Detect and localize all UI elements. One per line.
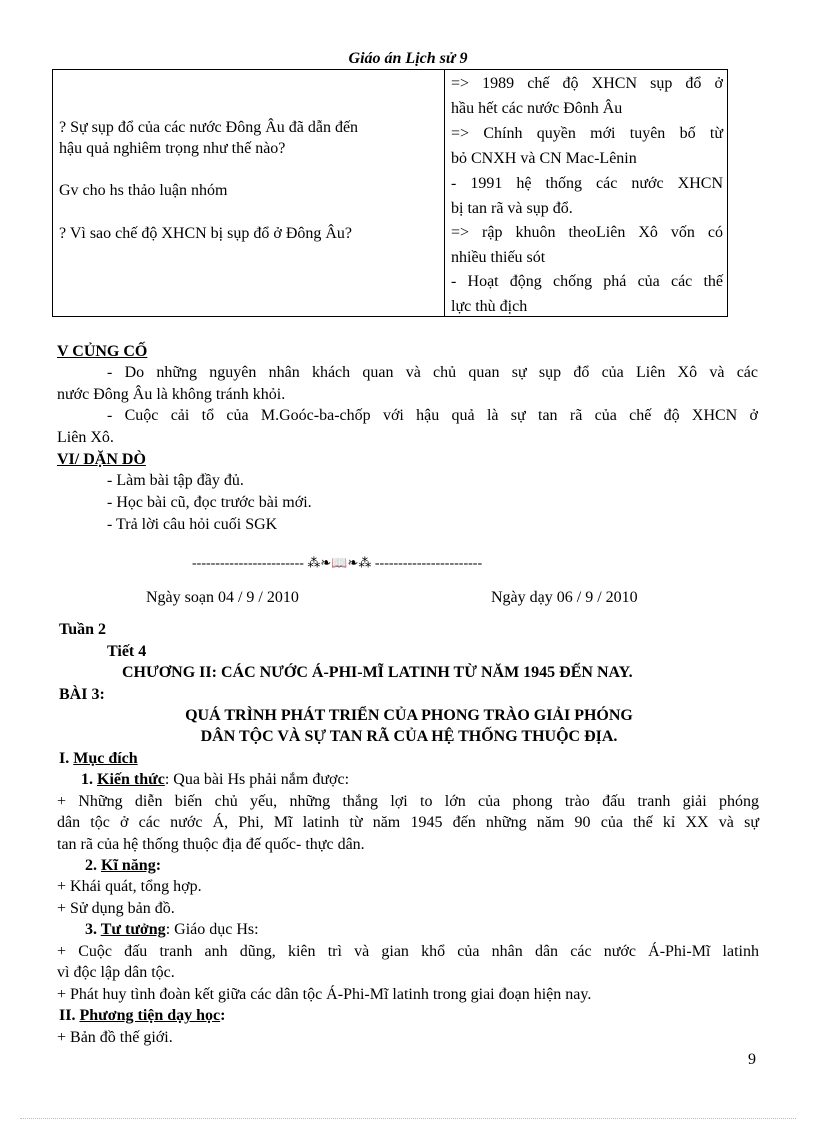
ideology-label: Tư tưởng: [100, 921, 166, 938]
section-5-paragraph-1-cont: nước Đông Âu là không tránh khỏi.: [57, 386, 286, 403]
section-5-paragraph-2-cont: Liên Xô.: [57, 429, 114, 446]
answer-line: bị tan rã và sụp đổ.: [451, 200, 573, 217]
lesson-number: BÀI 3:: [59, 686, 105, 703]
ideology-heading: [85, 919, 787, 940]
homework-item: - Học bài cũ, đọc trước bài mới.: [107, 494, 312, 511]
section-6-heading: VI/ DẶN DÒ: [57, 451, 146, 468]
period-label: Tiết 4: [107, 643, 147, 660]
means-item: + Bản đồ thế giới.: [57, 1029, 173, 1046]
week-label: Tuần 2: [59, 621, 106, 638]
ornament-icon: ⁂❧📖❧⁂: [307, 556, 372, 571]
skills-heading: [85, 855, 787, 876]
answer-line: => rập khuôn theoLiên Xô vốn có: [451, 224, 723, 241]
ideology-intro: : Giáo dục Hs:: [165, 921, 259, 938]
means-heading: [59, 1005, 761, 1026]
date-taught: Ngày dạy 06 / 9 / 2010: [491, 589, 638, 606]
homework-item: - Làm bài tập đầy đủ.: [107, 472, 244, 489]
knowledge-label: Kiến thức: [97, 771, 165, 788]
section-5-paragraph-1: - Do những nguyên nhân khách quan và chủ quan sự sụp đổ của Liên Xô và các: [107, 364, 758, 381]
answer-line: - 1991 hệ thống các nước XHCN: [451, 175, 723, 192]
skills-colon: :: [155, 857, 162, 874]
answer-line: lực thù địch: [451, 298, 528, 315]
knowledge-paragraph: + Những diễn biến chủ yếu, những thắng lợi to lớn của phong trào đấu tranh giải phóng: [57, 793, 759, 810]
means-heading-colon: :: [220, 1007, 226, 1024]
homework-item: - Trả lời câu hỏi cuối SGK: [107, 516, 278, 533]
skills-number: 2.: [85, 857, 101, 874]
answer-line: => 1989 chế độ XHCN sụp đổ ở: [451, 75, 723, 92]
lesson-title-line-2: DÂN TỘC VÀ SỰ TAN RÃ CỦA HỆ THỐNG THUỘC ĐỊA.: [200, 728, 618, 745]
skills-item: + Sử dụng bản đồ.: [57, 900, 175, 917]
section-5-heading: V CỦNG CỐ: [57, 343, 148, 360]
means-heading-number: II.: [59, 1007, 80, 1024]
ideology-paragraph-1: + Cuộc đấu tranh anh dũng, kiên trì và gian khổ của nhân dân các nước Á-Phi-Mĩ latinh: [57, 943, 759, 960]
answer-line: - Hoạt động chống phá của các thế: [451, 273, 723, 290]
knowledge-number: 1.: [81, 771, 97, 788]
section-divider: [192, 556, 482, 572]
divider-dashes-left: ------------------------: [192, 556, 304, 571]
knowledge-heading: [81, 769, 783, 790]
answer-line: => Chính quyền mới tuyên bố từ: [451, 125, 723, 142]
section-5-paragraph-2: - Cuộc cải tổ của M.Goóc-ba-chốp với hậu quả là sự tan rã của chế độ XHCN ở: [107, 407, 758, 424]
objectives-heading-text: Mục đích: [73, 750, 138, 767]
skills-label: Kĩ năng: [101, 857, 156, 874]
answer-line: nhiều thiếu sót: [451, 249, 546, 266]
page-number: 9: [748, 1051, 756, 1068]
knowledge-intro: : Qua bài Hs phải nắm được:: [164, 771, 350, 788]
group-discussion-note: Gv cho hs thảo luận nhóm: [59, 182, 228, 199]
document-header: Giáo án Lịch sử 9: [348, 50, 468, 67]
objectives-heading-number: I.: [59, 750, 74, 767]
answer-line: bỏ CNXH và CN Mac-Lênin: [451, 150, 637, 167]
divider-dashes-right: -----------------------: [374, 556, 483, 571]
objectives-heading: [59, 748, 761, 769]
ideology-paragraph-2: + Phát huy tình đoàn kết giữa các dân tộc Á-Phi-Mĩ latinh trong giai đoạn hiện nay.: [57, 986, 592, 1003]
skills-item: + Khái quát, tổng hợp.: [57, 878, 202, 895]
chapter-title: CHƯƠNG II: CÁC NƯỚC Á-PHI-MĨ LATINH TỪ NĂM 1945 ĐẾN NAY.: [122, 664, 633, 681]
question-2: ? Vì sao chế độ XHCN bị sụp đổ ở Đông Âu?: [59, 225, 353, 242]
date-prepared: Ngày soạn 04 / 9 / 2010: [146, 589, 299, 606]
lesson-title-line-1: QUÁ TRÌNH PHÁT TRIỂN CỦA PHONG TRÀO GIẢI PHÓNG: [185, 707, 633, 724]
ideology-paragraph-1-cont: vì độc lập dân tộc.: [57, 964, 175, 981]
ideology-number: 3.: [85, 921, 101, 938]
question-1-line-2: hậu quả nghiêm trọng như thế nào?: [59, 140, 286, 157]
question-1-line-1: ? Sự sụp đổ của các nước Đông Âu đã dẫn đến: [59, 119, 359, 136]
knowledge-paragraph-end: tan rã của hệ thống thuộc địa đế quốc- thực dân.: [57, 836, 365, 853]
means-heading-text: Phương tiện dạy học: [79, 1007, 221, 1024]
knowledge-paragraph-cont: dân tộc ở các nước Á, Phi, Mĩ latinh từ năm 1945 đến những năm 90 của thế kỉ XX và sự: [57, 814, 759, 831]
answer-line: hầu hết các nước Đônh Âu: [451, 100, 623, 117]
page-bottom-border: [20, 1118, 796, 1119]
